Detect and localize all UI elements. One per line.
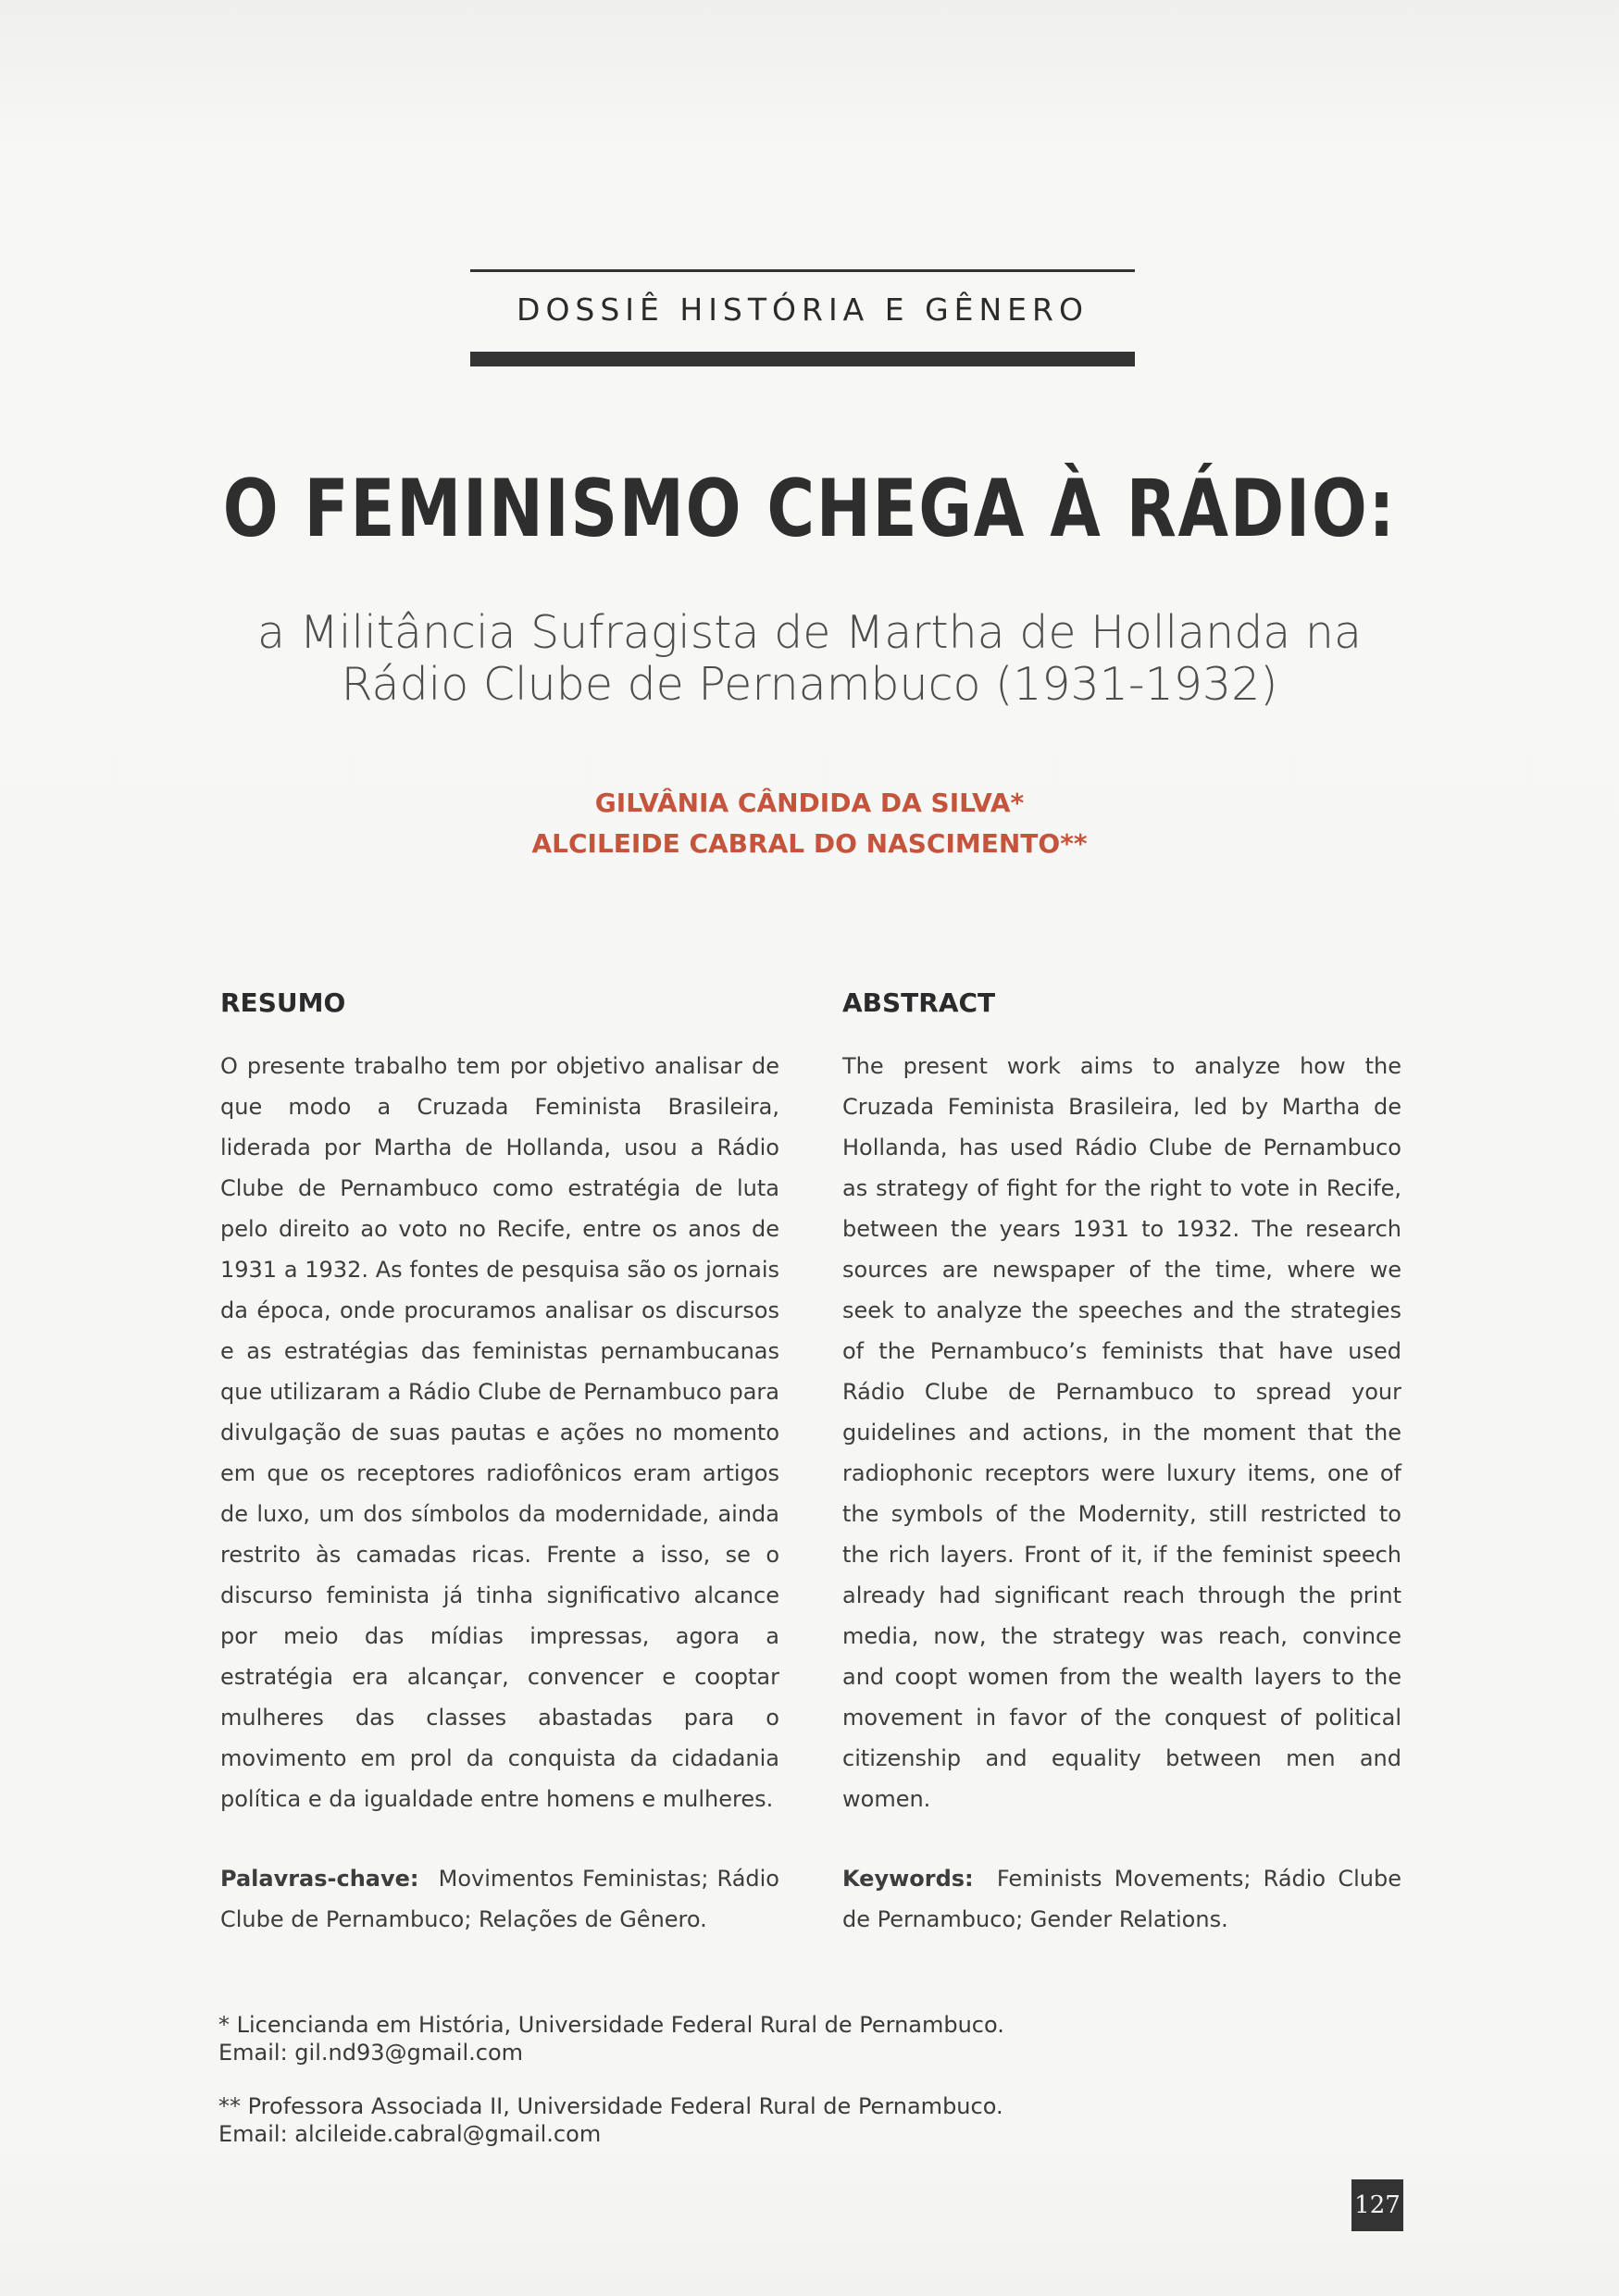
abstract-keywords-text: Feminists Movements; Rádio Clube de Pernambuco; Gender Relations. [842,1866,1401,1932]
abstract-keywords-label: Keywords: [842,1866,974,1892]
resumo-keywords-label: Palavras-chave: [220,1866,419,1892]
article-title: O FEMINISMO CHEGA À RÁDIO: [222,463,1397,555]
resumo-text: O presente trabalho tem por objetivo analisar de que modo a Cruzada Feminista Brasileira, liderada por Martha de Hollanda, usou a Rádio Clube de Pernambuco como estratégia de luta pelo direito ao voto no Recife, entre os anos de 1931 a 1932. As fontes de pesquisa são os jornais da época, onde procuramos analisar os discursos e as estratégias das feministas pernambucanas que utilizaram a Rádio Clube de Pernambuco para divulgação de suas pautas e ações no momento em que os receptores radiofônicos eram artigos de luxo, um dos símbolos da modernidade, ainda restrito às camadas ricas. Frente a isso, se o discurso feminista já tinha significativo alcance por meio das mídias impressas, agora a estratégia era alcançar, convencer e cooptar mulheres das classes abastadas para o movimento em prol da conquista da cidadania política e da igualdade entre homens e mulheres. [220,1053,779,1812]
resumo-keywords-text: Movimentos Feministas; Rádio Clube de Pernambuco; Relações de Gênero. [220,1866,779,1932]
series-label: DOSSIÊ HISTÓRIA E GÊNERO [517,292,1089,328]
resumo-heading: RESUMO [220,987,346,1018]
abstract-keywords [842,1858,1401,1940]
author-1: GILVÂNIA CÂNDIDA DA SILVA* [594,788,1025,818]
resumo-column [220,985,779,1940]
footnote-2 [218,2092,1144,2148]
header-top-rule [470,269,1135,272]
page-number: 127 [1351,2179,1403,2231]
footnotes [218,2011,1144,2174]
footnote-1 [218,2011,1144,2066]
header-bottom-rule [470,352,1135,366]
abstract-heading: ABSTRACT [842,987,996,1018]
abstract-column [842,985,1401,1940]
footnote-2-email: Email: alcileide.cabral@gmail.com [218,2121,602,2147]
author-2: ALCILEIDE CABRAL DO NASCIMENTO** [531,828,1088,859]
article-subtitle: a Militância Sufragista de Martha de Hollanda na Rádio Clube de Pernambuco (1931-1932) [256,606,1362,711]
abstract-text: The present work aims to analyze how the Cruzada Feminista Brasileira, led by Martha de Hollanda, has used Rádio Clube de Pernambuco as strategy of fight for the right to vote in Recife, between the years 1931 to 1932. The research sources are newspaper of the time, where we seek to analyze the speeches and the strategies of the Pernambuco’s feminists that have used Rádio Clube de Pernambuco to spread your guidelines and actions, in the moment that the radiophonic receptors were luxury items, one of the symbols of the Modernity, still restricted to the rich layers. Front of it, if the feminist speech already had significant reach through the print media, now, the strategy was reach, convince and coopt women from the wealth layers to the movement in favor of the conquest of political citizenship and equality between men and women. [842,1053,1401,1812]
footnote-1-affiliation: * Licencianda em História, Universidade Federal Rural de Pernambuco. [218,2012,1004,2038]
footnote-2-affiliation: ** Professora Associada II, Universidade Federal Rural de Pernambuco. [218,2093,1003,2119]
author-list [0,783,1619,864]
footnote-1-email: Email: gil.nd93@gmail.com [218,2040,524,2066]
series-header [470,269,1135,366]
resumo-keywords [220,1858,779,1940]
